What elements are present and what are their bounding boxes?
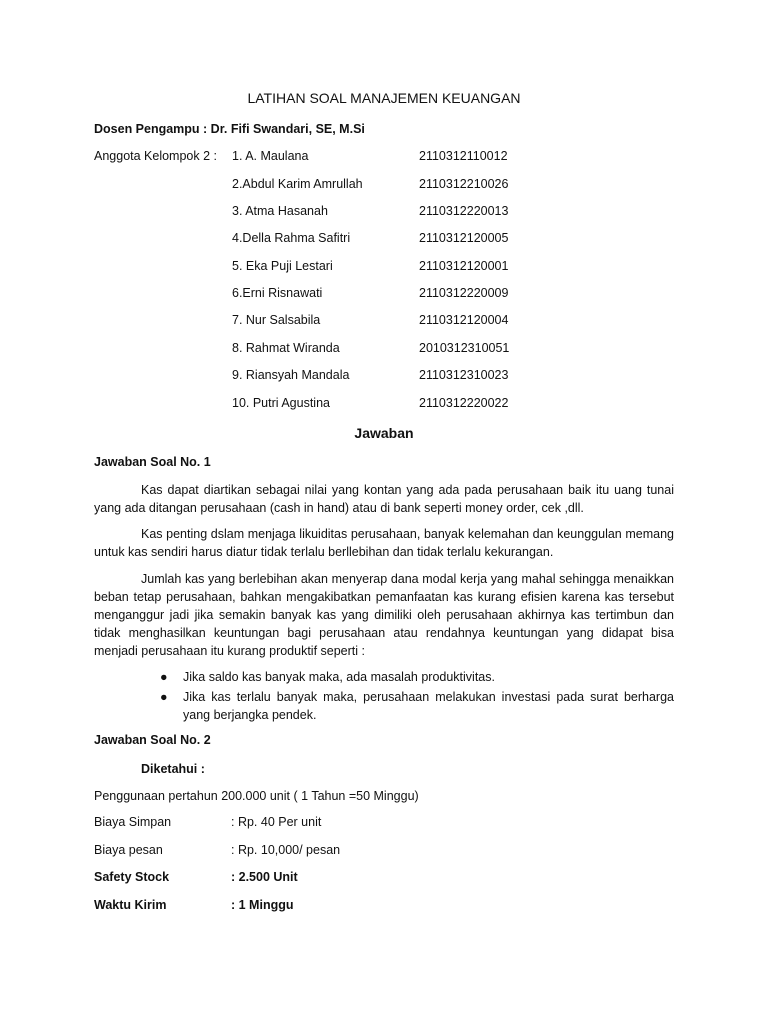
member-nim: 2110312220009 bbox=[419, 286, 509, 300]
answer1-paragraph: Jumlah kas yang berlebihan akan menyerap dana modal kerja yang mahal sehingga menaikkan beban tetap perusahaan, bahkan mengakibatkan pemanfaatan kas kurang efisien karena kas tersebut menganggur jadi jika semakin banyak kas yang dimiliki oleh perusahaan akhirnya kas tertimbun dan tidak menghasilkan keuntungan bagi perusahaan atau rendahnya keuntungan yang didapat bisa menjadi perusahaan itu kurang produktif seperti : bbox=[94, 572, 674, 658]
bullet-icon: ● bbox=[160, 690, 168, 704]
answer2-heading: Jawaban Soal No. 2 bbox=[94, 733, 211, 747]
row-label: Waktu Kirim bbox=[94, 898, 167, 912]
member-nim: 2110312120005 bbox=[419, 231, 509, 245]
member-name: 5. Eka Puji Lestari bbox=[232, 259, 333, 273]
member-name: 7. Nur Salsabila bbox=[232, 313, 321, 327]
document-title: LATIHAN SOAL MANAJEMEN KEUANGAN bbox=[247, 90, 521, 106]
answer1-bullet-list bbox=[160, 668, 674, 726]
list-item: ● Jika saldo kas banyak maka, ada masalah produktivitas. bbox=[160, 670, 495, 684]
row-value: : 2.500 Unit bbox=[231, 870, 298, 884]
row-label: Safety Stock bbox=[94, 870, 170, 884]
member-name: 4.Della Rahma Safitri bbox=[232, 231, 351, 245]
usage-line: Penggunaan pertahun 200.000 unit ( 1 Tahun =50 Minggu) bbox=[94, 789, 419, 803]
answer1-paragraph: Kas dapat diartikan sebagai nilai yang kontan yang ada pada perusahaan baik itu uang tunai yang ada ditangan perusahaan (cash in hand) atau di bank seperti money order, cek ,dll. bbox=[94, 483, 674, 515]
row-label: Biaya pesan bbox=[94, 843, 163, 857]
member-nim: 2110312120001 bbox=[419, 259, 509, 273]
lecturer-line: Dosen Pengampu : Dr. Fifi Swandari, SE, M.Si bbox=[94, 122, 365, 136]
answer1-paragraph: Kas penting dslam menjaga likuiditas perusahaan, banyak kelemahan dan keunggulan memang untuk kas sendiri harus diatur tidak terlalu berllebihan dan tidak terlalu kekurangan. bbox=[94, 527, 674, 559]
member-nim: 2110312310023 bbox=[419, 368, 509, 382]
member-nim: 2110312220022 bbox=[419, 396, 509, 410]
member-name: 2.Abdul Karim Amrullah bbox=[232, 177, 363, 191]
member-nim: 2110312120004 bbox=[419, 313, 509, 327]
row-value: : 1 Minggu bbox=[231, 898, 294, 912]
group-label: Anggota Kelompok 2 : bbox=[94, 149, 217, 163]
member-name: 6.Erni Risnawati bbox=[232, 286, 323, 300]
member-name: 3. Atma Hasanah bbox=[232, 204, 328, 218]
answers-heading: Jawaban bbox=[354, 425, 414, 441]
list-item: ● Jika kas terlalu banyak maka, perusahaan melakukan investasi pada surat berharga yang berjangka pendek. bbox=[160, 690, 674, 722]
member-nim: 2110312220013 bbox=[419, 204, 509, 218]
row-value: : Rp. 10,000/ pesan bbox=[231, 843, 341, 857]
row-value: : Rp. 40 Per unit bbox=[231, 815, 322, 829]
answer1-heading: Jawaban Soal No. 1 bbox=[94, 455, 211, 469]
member-name: 9. Riansyah Mandala bbox=[232, 368, 350, 382]
member-name: 8. Rahmat Wiranda bbox=[232, 341, 340, 355]
member-nim: 2010312310051 bbox=[419, 341, 510, 355]
known-label: Diketahui : bbox=[141, 762, 205, 776]
bullet-icon: ● bbox=[160, 670, 168, 684]
member-nim: 2110312210026 bbox=[419, 177, 509, 191]
member-nim: 2110312110012 bbox=[419, 149, 508, 163]
row-label: Biaya Simpan bbox=[94, 815, 172, 829]
member-name: 1. A. Maulana bbox=[232, 149, 309, 163]
member-name: 10. Putri Agustina bbox=[232, 396, 330, 410]
